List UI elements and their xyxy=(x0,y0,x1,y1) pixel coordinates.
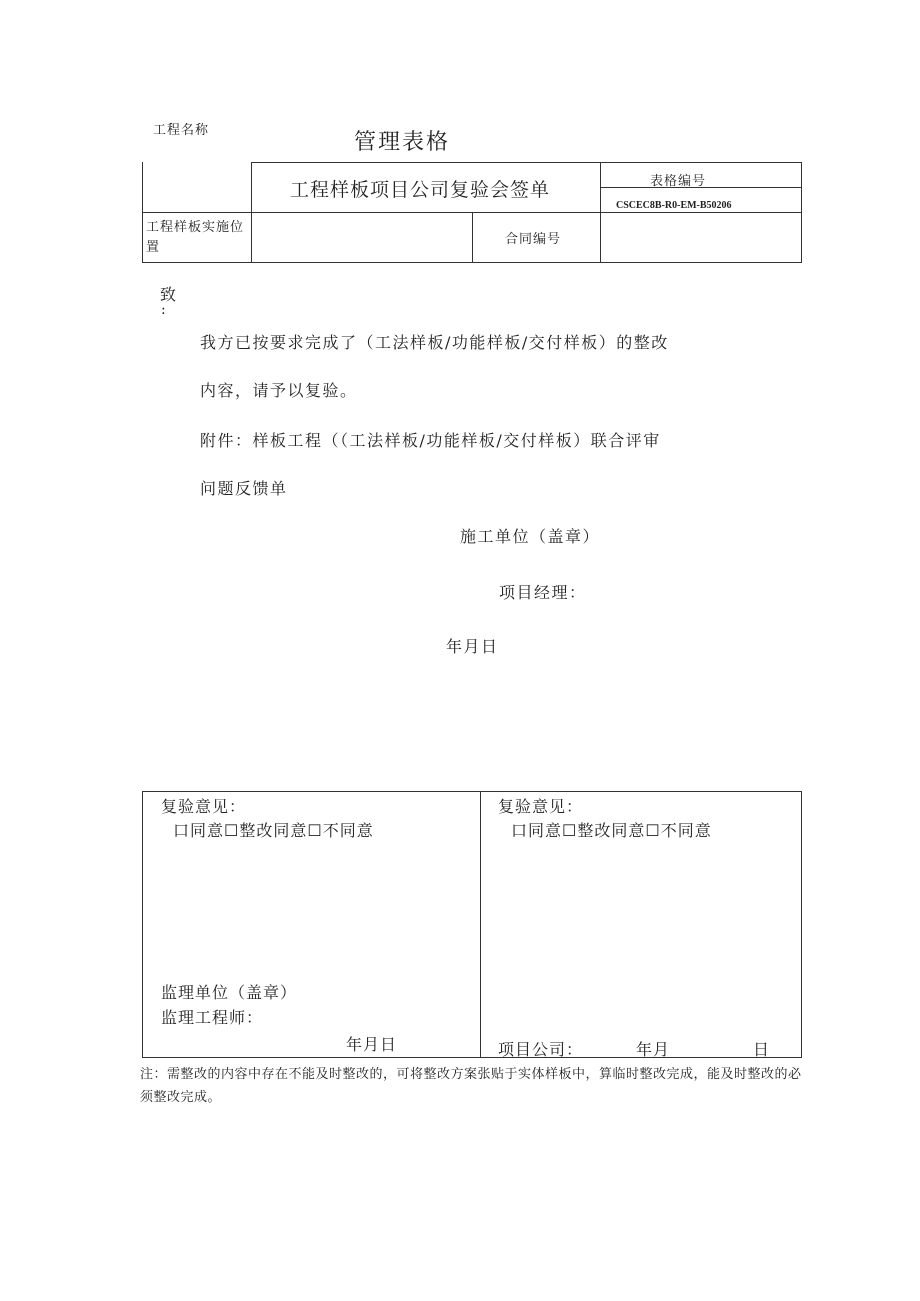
right-review-options: 口同意☐整改同意☐不同意 xyxy=(511,821,712,840)
table-col-divider-1 xyxy=(251,162,252,263)
contract-number-label: 合同编号 xyxy=(505,232,562,247)
right-review-title: 复验意见： xyxy=(498,797,584,816)
review-table xyxy=(142,791,802,1058)
project-manager-label: 项目经理： xyxy=(499,583,587,602)
form-title: 工程样板项目公司复验会签单 xyxy=(290,179,551,201)
attachment-line-2: 问题反馈单 xyxy=(200,479,288,498)
supervision-unit-seal: 监理单位（盖章） xyxy=(161,983,298,1002)
left-review-options: 口同意☐整改同意☐不同意 xyxy=(173,821,374,840)
review-column-divider xyxy=(480,792,481,1057)
form-code-label: 表格编号 xyxy=(650,174,707,189)
project-name-label: 工程名称 xyxy=(153,123,210,138)
recipient-colon: : xyxy=(161,302,166,318)
form-code-value: CSCEC8B-R0-EM-B50206 xyxy=(616,200,732,211)
letter-line-1: 我方已按要求完成了（工法样板/功能样板/交付样板）的整改 xyxy=(200,333,669,352)
form-header-table xyxy=(142,162,802,263)
supervision-engineer-label: 监理工程师： xyxy=(161,1008,264,1027)
recipient-label: 致 xyxy=(160,285,177,304)
right-review-day: 日 xyxy=(753,1040,771,1059)
attachment-line-1: 附件：样板工程（（工法样板/功能样板/交付样板）联合评审 xyxy=(200,431,661,450)
table-col-divider-2 xyxy=(472,212,473,263)
letter-line-2: 内容，请予以复验。 xyxy=(200,381,358,400)
right-review-month: 年月 xyxy=(636,1040,671,1059)
project-company-label: 项目公司： xyxy=(498,1040,584,1059)
document-heading: 管理表格 xyxy=(354,130,451,155)
table-top-border xyxy=(251,162,802,163)
table-col-divider-3 xyxy=(600,162,601,263)
construction-unit-seal: 施工单位（盖章） xyxy=(460,527,601,546)
letter-date: 年月日 xyxy=(446,637,499,656)
footnote: 注：需整改的内容中存在不能及时整改的，可将整改方案张贴于实体样板中，算临时整改完成，能及时整改的必须整改完成。 xyxy=(140,1067,802,1105)
left-review-title: 复验意见： xyxy=(161,797,247,816)
left-review-date: 年月日 xyxy=(346,1035,398,1054)
location-label: 工程样板实施位置 xyxy=(146,220,245,255)
